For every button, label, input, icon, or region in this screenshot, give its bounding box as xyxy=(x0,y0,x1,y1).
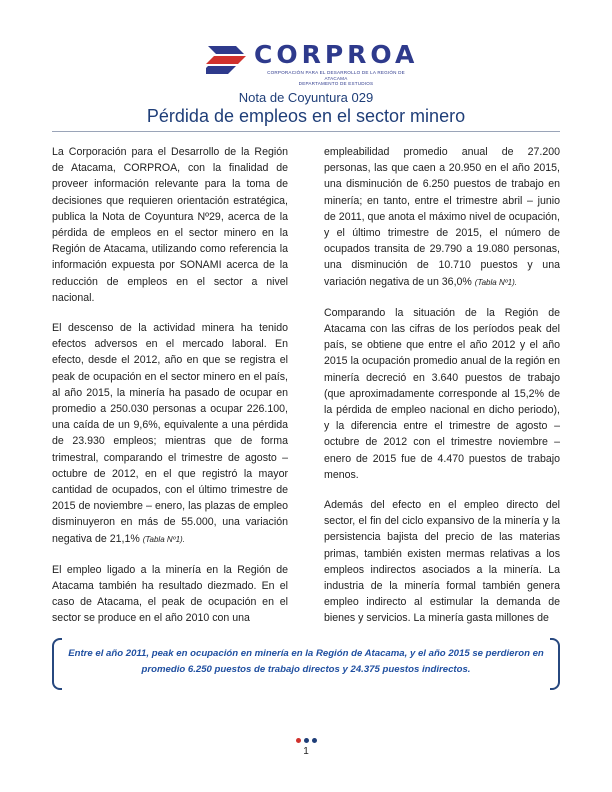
paragraph-text: El descenso de la actividad minera ha tenido efectos adversos en el mercado laboral. En efecto, desde el 2012, año en que se registra el peak de ocupación en el sector minero en el país, al año 2015, la minería ha pasado de ocupar en promedio a 250.030 personas a ocupar 226.100, una caída de un 9,6%, equivalente a una pérdida de 23.930 empleos; mientras que de forma trimestral, comparando el trimestre de agosto – octubre de 2012, en el que registró la mayor cantidad de ocupados, con el último trimestre de 2015 de noviembre – enero, las plazas de empleo disminuyeron en más de 55.000, una variación negativa de 21,1% xyxy=(52,322,288,545)
page-ornament xyxy=(296,738,318,744)
corproa-logo xyxy=(206,40,419,86)
paragraph-text: empleabilidad promedio anual de 27.200 personas, las que caen a 20.950 en el año 2015, una disminución de 6.250 puestos de trabajo en minería; en tanto, entre el trimestre abril – junio de 2011, que anota el máximo nivel de ocupación, y el último trimestre de 2015, el número de ocupados transita de 29.790 a 19.080 personas, una disminución de 10.710 puestos y una variación negativa de un 36,0% xyxy=(324,146,560,288)
left-bracket xyxy=(52,638,62,690)
logo-wordmark: CORPROA xyxy=(254,40,419,69)
table-reference: (Tabla Nº1). xyxy=(142,534,185,544)
right-column xyxy=(324,144,560,641)
ornament-dot-blue xyxy=(304,738,309,743)
document-title: Pérdida de empleos en el sector minero xyxy=(146,106,466,126)
paragraph: La Corporación para el Desarrollo de la Región de Atacama, CORPROA, con la finalidad de proveer información relevante para la toma de decisiones que requieren orientación estratégica, publica la Nota de Coyuntura Nº29, acerca de la pérdida de empleos en el sector minero en la Región de Atacama, utilizando como referencia la información expuesta por SONAMI acerca de la reducción de empleos en el sector a nivel nacional. xyxy=(52,146,288,304)
right-bracket xyxy=(550,638,560,690)
ornament-dot-red xyxy=(296,738,301,743)
logo-tagline-line-1: CORPORACIÓN PARA EL DESARROLLO DE LA REGIÓN DE ATACAMA xyxy=(267,70,405,81)
highlight-text: Entre el año 2011, peak en ocupación en minería en la Región de Atacama, y el año 2015 se perdieron en promedio 6.250 puestos de trabajo directos y 24.375 puestos indirectos. xyxy=(68,648,544,675)
page-number: 1 xyxy=(303,746,309,757)
ornament-dot-blue xyxy=(312,738,317,743)
document-subtitle: Nota de Coyuntura 029 xyxy=(238,90,374,105)
table-reference: (Tabla Nº1). xyxy=(474,277,517,287)
paragraph xyxy=(52,320,288,548)
logo-tagline xyxy=(262,70,410,87)
highlight-box xyxy=(52,638,560,688)
corproa-logo-mark-icon xyxy=(206,42,250,76)
title-divider xyxy=(52,131,560,132)
paragraph: El empleo ligado a la minería en la Región de Atacama también ha resultado diezmado. En el caso de Atacama, el peak de ocupación en el sector se produce en el año 2010 con una xyxy=(52,563,288,625)
logo-tagline-line-2: DEPARTAMENTO DE ESTUDIOS xyxy=(298,81,374,86)
paragraph xyxy=(324,144,560,291)
left-column xyxy=(52,144,288,641)
paragraph: Además del efecto en el empleo directo del sector, el fin del ciclo expansivo de la minería y la persistencia bajista del precio de las materias primas, también existen mermas relativas a los empleos indirectos asociados a la minería. La industria de la minería formal también genera empleo indirecto al estimular la demanda de bienes y servicios. La minería gasta millones de xyxy=(324,499,560,625)
paragraph: Comparando la situación de la Región de Atacama con las cifras de los períodos peak del país, se obtiene que entre el año 2012 y el año 2015 la ocupación promedio anual de la región en minería decreció en 3.640 puestos de trabajo (que aproximadamente corresponde al 15,2% de la pérdida de empleo nacional en dicho periodo), y la diferencia entre el trimestre de agosto – octubre de 2012 con el trimestre noviembre – enero de 2015 fue de 4.470 puestos de trabajo menos. xyxy=(324,306,560,481)
